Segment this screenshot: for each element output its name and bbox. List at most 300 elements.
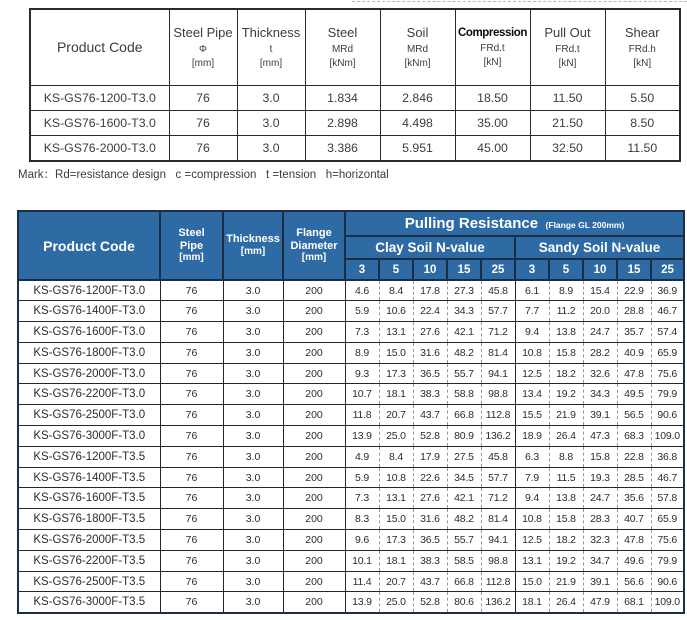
table-cell: 65.9 [651,342,684,363]
table-cell: 8.9 [549,280,583,301]
table-cell: 8.3 [345,509,379,530]
product-code-cell: KS-GS76-2200F-T3.0 [18,384,160,405]
table-cell: 65.9 [651,509,684,530]
table-cell: 45.00 [455,136,530,161]
header-line: Pipe [179,239,204,252]
table-cell: 57.7 [481,301,515,322]
table-cell: 3.0 [223,571,283,592]
t2-header-nvalue: 10 [413,259,447,280]
table-cell: 26.4 [549,592,583,613]
t2-header-nvalue: 3 [345,259,379,280]
table-cell: 32.50 [530,136,605,161]
table-row [18,384,684,405]
product-code-cell: KS-GS76-1200F-T3.5 [18,446,160,467]
table-cell: 4.6 [345,280,379,301]
table-row [18,280,684,301]
table-cell: 25.0 [379,426,413,447]
table-cell: 36.8 [651,446,684,467]
table-cell: 47.8 [617,530,651,551]
table-cell: 20.0 [583,301,617,322]
table-cell: 49.5 [617,384,651,405]
t1-header-steel-pipe [169,9,237,85]
table-cell: 18.9 [515,426,549,447]
header-symbol: MRd [406,43,429,55]
table-cell: 71.2 [481,322,515,343]
table-cell: 112.8 [481,405,515,426]
table-cell: 18.1 [379,384,413,405]
table-cell: 19.2 [549,384,583,405]
table-cell: 47.3 [583,426,617,447]
table-cell: 40.7 [617,509,651,530]
table-cell: 28.5 [617,467,651,488]
header-symbol: MRd [331,43,354,55]
t2-header-nvalue: 25 [481,259,515,280]
table-cell: 3.0 [223,280,283,301]
table-cell: 35.00 [455,110,530,135]
table-cell: 26.4 [549,426,583,447]
table-cell: 15.4 [583,280,617,301]
table-cell: 136.2 [481,592,515,613]
table-cell: 43.7 [413,571,447,592]
table-cell: 47.9 [583,592,617,613]
product-code-cell: KS-GS76-1600-T3.0 [30,110,169,135]
table-cell: 3.0 [237,110,305,135]
pulling-title: Pulling Resistance [404,214,539,232]
header-unit: [kNm] [329,57,356,69]
table-cell: 18.1 [379,550,413,571]
table-cell: 36.9 [651,280,684,301]
table-cell: 10.7 [345,384,379,405]
table-cell: 76 [169,136,237,161]
table-cell: 57.8 [651,488,684,509]
table-cell: 200 [283,363,345,384]
table-cell: 13.1 [379,322,413,343]
table-cell: 34.7 [583,550,617,571]
table-cell: 22.4 [413,301,447,322]
t1-header-pull-out [530,9,605,85]
table-cell: 12.5 [515,363,549,384]
table-cell: 76 [160,592,223,613]
table-cell: 200 [283,509,345,530]
table-cell: 15.0 [515,571,549,592]
table-cell: 76 [160,571,223,592]
table-cell: 136.2 [481,426,515,447]
table-cell: 15.0 [379,342,413,363]
crop-artifact-line [352,1,687,2]
table-cell: 36.5 [413,530,447,551]
product-code-cell: KS-GS76-2500F-T3.5 [18,571,160,592]
t2-header-nvalue: 15 [617,259,651,280]
table-cell: 28.8 [617,301,651,322]
t2-header-clay-soil: Clay Soil N-value [345,236,515,259]
t2-header-flange-diameter [283,211,345,280]
header-unit: [mm] [259,57,283,69]
table-cell: 55.7 [447,363,481,384]
table-cell: 2.898 [305,110,380,135]
table-cell: 31.6 [413,342,447,363]
table-row [18,509,684,530]
table-cell: 200 [283,467,345,488]
table-cell: 76 [160,280,223,301]
table-cell: 98.8 [481,550,515,571]
table-cell: 58.5 [447,550,481,571]
table-row [18,322,684,343]
table-cell: 13.1 [515,550,549,571]
table-cell: 40.9 [617,342,651,363]
t2-header-steel-pipe [160,211,223,280]
header-line: Thickness [226,233,280,246]
table-cell: 34.5 [447,467,481,488]
table-cell: 49.6 [617,550,651,571]
t1-header-product-code [30,9,169,85]
table-row [18,426,684,447]
table-cell: 10.8 [379,467,413,488]
table-cell: 4.9 [345,446,379,467]
pulling-subtitle: (Flange GL 200mm) [545,219,625,230]
table-cell: 200 [283,280,345,301]
table-cell: 3.0 [237,136,305,161]
table-cell: 76 [160,530,223,551]
table-cell: 68.1 [617,592,651,613]
table-cell: 42.1 [447,322,481,343]
table-row [18,467,684,488]
table-cell: 76 [160,363,223,384]
table-cell: 58.8 [447,384,481,405]
product-code-cell: KS-GS76-2200F-T3.5 [18,550,160,571]
table-cell: 32.6 [583,363,617,384]
product-code-cell: KS-GS76-1400F-T3.0 [18,301,160,322]
table-cell: 200 [283,301,345,322]
table-cell: 3.0 [223,446,283,467]
header-unit: [mm] [179,252,204,264]
table-cell: 24.7 [583,322,617,343]
table-cell: 18.2 [549,530,583,551]
table-cell: 21.9 [549,571,583,592]
header-line: Product Code [56,38,143,55]
table-cell: 11.5 [549,467,583,488]
t2-header-sandy-soil: Sandy Soil N-value [515,236,684,259]
table-cell: 3.0 [223,592,283,613]
table-cell: 8.4 [379,280,413,301]
header-line: Pull Out [544,24,591,40]
table-cell: 200 [283,550,345,571]
table-cell: 76 [169,110,237,135]
t2-header-nvalue: 3 [515,259,549,280]
table-cell: 34.3 [447,301,481,322]
header-unit: [mm] [240,245,266,257]
table-cell: 13.9 [345,592,379,613]
table-row [30,110,680,135]
product-code-cell: KS-GS76-1600F-T3.5 [18,488,160,509]
table-cell: 47.8 [617,363,651,384]
t1-header-row [30,9,680,85]
product-code-cell: KS-GS76-1200-T3.0 [30,85,169,110]
table-cell: 15.8 [549,342,583,363]
table-row [18,446,684,467]
table-cell: 71.2 [481,488,515,509]
header-line: Thickness [241,24,301,40]
product-code-cell: KS-GS76-3000F-T3.0 [18,426,160,447]
table-cell: 66.8 [447,405,481,426]
table-cell: 18.2 [549,363,583,384]
table-row [30,136,680,161]
table-cell: 22.6 [413,467,447,488]
table-cell: 11.50 [605,136,680,161]
table-cell: 200 [283,426,345,447]
table-cell: 17.8 [413,280,447,301]
table-cell: 3.386 [305,136,380,161]
table-cell: 32.3 [583,530,617,551]
header-symbol: t [269,43,273,55]
table-cell: 3.0 [223,426,283,447]
table-cell: 3.0 [223,467,283,488]
table-cell: 81.4 [481,509,515,530]
table-cell: 9.6 [345,530,379,551]
table-cell: 56.6 [617,571,651,592]
table-cell: 8.50 [605,110,680,135]
table-cell: 39.1 [583,571,617,592]
product-code-cell: KS-GS76-2000-T3.0 [30,136,169,161]
table-cell: 76 [160,550,223,571]
table-cell: 8.9 [345,342,379,363]
header-line: Soil [406,24,429,40]
header-symbol: FRd.t [480,42,505,54]
t2-header-thickness [223,211,283,280]
table-cell: 10.8 [515,342,549,363]
table-cell: 76 [160,342,223,363]
table-cell: 3.0 [237,85,305,110]
table-cell: 7.3 [345,488,379,509]
table-cell: 3.0 [223,530,283,551]
legend-note: Mark：Rd=resistance design c =compression t =tension h=horizontal [18,169,389,181]
table-cell: 8.8 [549,446,583,467]
table-cell: 12.5 [515,530,549,551]
product-code-cell: KS-GS76-1600F-T3.0 [18,322,160,343]
table-cell: 3.0 [223,322,283,343]
table-row [18,405,684,426]
table-cell: 48.2 [447,342,481,363]
table-cell: 200 [283,571,345,592]
table-cell: 6.1 [515,280,549,301]
table-cell: 10.1 [345,550,379,571]
table-cell: 9.4 [515,322,549,343]
header-line: Compression [457,26,528,39]
t2-header-nvalue: 5 [549,259,583,280]
product-code-cell: KS-GS76-2000F-T3.0 [18,363,160,384]
table-cell: 200 [283,342,345,363]
table-cell: 109.0 [651,426,684,447]
table-cell: 6.3 [515,446,549,467]
table-cell: 17.3 [379,363,413,384]
header-unit: [kN] [633,57,652,69]
table-cell: 76 [160,426,223,447]
table-cell: 27.6 [413,488,447,509]
table-cell: 25.0 [379,592,413,613]
table-cell: 57.4 [651,322,684,343]
t1-header-steel-mrd [305,9,380,85]
table-cell: 76 [160,384,223,405]
table-cell: 75.6 [651,530,684,551]
table-cell: 36.5 [413,363,447,384]
table-cell: 200 [283,322,345,343]
table-cell: 21.50 [530,110,605,135]
table-cell: 13.1 [379,488,413,509]
table-cell: 200 [283,446,345,467]
table-cell: 76 [160,405,223,426]
header-line: Flange [296,226,332,239]
table-cell: 15.8 [583,446,617,467]
table-cell: 19.3 [583,467,617,488]
table-cell: 46.7 [651,301,684,322]
table-row [18,342,684,363]
table-cell: 11.8 [345,405,379,426]
header-symbol: FRd.h [628,43,656,55]
table-cell: 20.7 [379,571,413,592]
table-cell: 9.3 [345,363,379,384]
table-cell: 13.4 [515,384,549,405]
table-cell: 4.498 [380,110,455,135]
table-row [18,592,684,613]
table-cell: 27.5 [447,446,481,467]
table-cell: 52.8 [413,426,447,447]
table-cell: 76 [160,467,223,488]
table-cell: 76 [160,446,223,467]
table-cell: 10.6 [379,301,413,322]
table-cell: 7.7 [515,301,549,322]
table-cell: 34.3 [583,384,617,405]
table-cell: 76 [160,301,223,322]
table-cell: 81.4 [481,342,515,363]
t2-header-nvalue: 10 [583,259,617,280]
product-code-cell: KS-GS76-1800F-T3.0 [18,342,160,363]
table-cell: 200 [283,530,345,551]
table-cell: 200 [283,405,345,426]
table-cell: 76 [169,85,237,110]
header-symbol: Φ [199,43,207,55]
t1-header-shear [605,9,680,85]
table-cell: 5.50 [605,85,680,110]
header-unit: [mm] [191,57,215,69]
t2-header-row-1 [18,211,684,236]
table-cell: 80.6 [447,592,481,613]
table-cell: 43.7 [413,405,447,426]
table-cell: 57.7 [481,467,515,488]
table-cell: 11.4 [345,571,379,592]
table-cell: 28.3 [583,509,617,530]
spec-table [29,8,681,162]
table-cell: 80.9 [447,426,481,447]
table-cell: 7.3 [345,322,379,343]
table-cell: 3.0 [223,363,283,384]
pulling-resistance-table [17,210,685,614]
table-cell: 5.9 [345,301,379,322]
table-cell: 90.6 [651,405,684,426]
table-cell: 200 [283,384,345,405]
table-cell: 42.1 [447,488,481,509]
table-row [18,550,684,571]
table-cell: 76 [160,488,223,509]
table-cell: 28.2 [583,342,617,363]
table-cell: 48.2 [447,509,481,530]
table-cell: 17.3 [379,530,413,551]
table-cell: 24.7 [583,488,617,509]
table-cell: 90.6 [651,571,684,592]
table-cell: 15.0 [379,509,413,530]
t1-header-thickness [237,9,305,85]
table-cell: 76 [160,509,223,530]
table-cell: 20.7 [379,405,413,426]
table-cell: 38.3 [413,384,447,405]
table-cell: 22.8 [617,446,651,467]
table-cell: 21.9 [549,405,583,426]
table-cell: 3.0 [223,384,283,405]
table-cell: 8.4 [379,446,413,467]
table-cell: 35.6 [617,488,651,509]
product-code-cell: KS-GS76-1800F-T3.5 [18,509,160,530]
table-cell: 9.4 [515,488,549,509]
product-code-cell: KS-GS76-2500F-T3.0 [18,405,160,426]
t2-header-product-code: Product Code [18,211,160,280]
table-cell: 5.951 [380,136,455,161]
table-cell: 112.8 [481,571,515,592]
table-cell: 13.8 [549,322,583,343]
table-cell: 3.0 [223,301,283,322]
header-unit: [kN] [558,57,577,69]
table-row [18,571,684,592]
table-cell: 13.9 [345,426,379,447]
t1-header-compression [455,9,530,85]
table-cell: 31.6 [413,509,447,530]
table-cell: 52.8 [413,592,447,613]
table-cell: 22.9 [617,280,651,301]
table-cell: 17.9 [413,446,447,467]
table-cell: 10.8 [515,509,549,530]
header-line: Diameter [290,239,338,252]
header-line: Steel [178,226,205,239]
table-cell: 15.8 [549,509,583,530]
t1-header-soil-mrd [380,9,455,85]
product-code-cell: KS-GS76-3000F-T3.5 [18,592,160,613]
table-cell: 45.8 [481,446,515,467]
table-cell: 5.9 [345,467,379,488]
table-cell: 66.8 [447,571,481,592]
product-code-cell: KS-GS76-1400F-T3.5 [18,467,160,488]
table-row [18,488,684,509]
table-cell: 76 [160,322,223,343]
t2-header-nvalue: 15 [447,259,481,280]
header-line: Steel [327,24,358,40]
header-line: Shear [624,24,660,40]
product-code-cell: KS-GS76-2000F-T3.5 [18,530,160,551]
table-row [18,363,684,384]
table-cell: 200 [283,592,345,613]
table-cell: 200 [283,488,345,509]
table-cell: 68.3 [617,426,651,447]
t2-header-pulling-resistance [345,211,684,236]
table-cell: 19.2 [549,550,583,571]
table-cell: 56.5 [617,405,651,426]
table-cell: 46.7 [651,467,684,488]
table-cell: 27.3 [447,280,481,301]
table-cell: 109.0 [651,592,684,613]
table-cell: 11.2 [549,301,583,322]
table-cell: 79.9 [651,550,684,571]
table-cell: 3.0 [223,509,283,530]
table-cell: 3.0 [223,405,283,426]
table-row [30,85,680,110]
product-code-cell: KS-GS76-1200F-T3.0 [18,280,160,301]
table-cell: 94.1 [481,530,515,551]
